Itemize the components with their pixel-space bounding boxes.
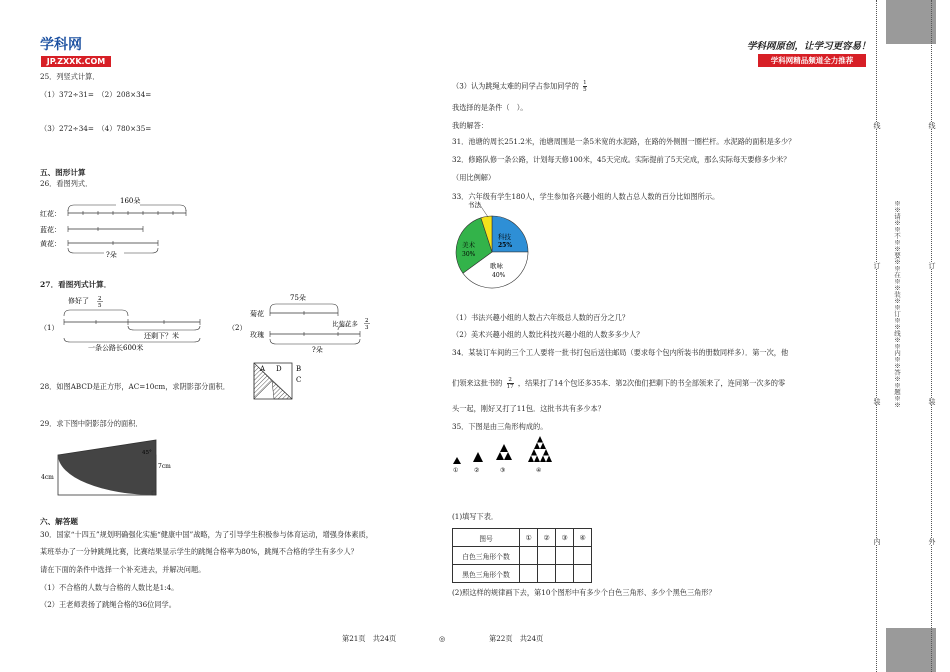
pie-pct-singing: 40%	[492, 272, 506, 279]
q27b-top-label: 75朵	[290, 294, 306, 302]
q25-title: 25．列竖式计算．	[40, 72, 100, 81]
q27b-mei-label: 玫瑰	[250, 331, 264, 339]
q30-cond1: （1）不合格的人数与合格的人数比是1:4。	[40, 583, 179, 592]
table-header-cell: ④	[574, 529, 592, 547]
q25-row1: （1）372÷31= （2）208×34=	[40, 90, 152, 99]
q30-cond3-text: （3）认为跳绳太难的同学占参加同学的	[452, 81, 579, 91]
pie-pct-art: 30%	[462, 251, 476, 258]
q25-row2: （3）272÷34= （4）780×35=	[40, 124, 152, 133]
pie-pct-science: 25%	[498, 242, 513, 249]
q27b-frac-n: 2	[365, 318, 369, 324]
binding-line-outer	[931, 0, 932, 672]
q28-letter-b: B	[296, 365, 302, 373]
q28-letter-a: A	[260, 365, 266, 373]
logo-text: 学科网	[40, 37, 82, 53]
tri-fig-3	[496, 444, 512, 460]
section-6-heading: 六、解答题	[40, 517, 78, 526]
q34-line2a: 们领来这批书的	[452, 378, 503, 388]
q28-figure	[252, 361, 308, 401]
q26-title: 26．看图列式．	[40, 179, 93, 188]
q27b-q-label: ?朵	[312, 346, 323, 354]
q27a-frac-d: 5	[98, 303, 102, 309]
binding-mark-ding-1: 订	[873, 262, 881, 269]
q30-line3: 请在下面的条件中选择一个补充进去，并解决问题。	[40, 565, 206, 574]
binding-mark-zhuang-2: 装	[928, 398, 936, 405]
q35-sub2: (2)照这样的规律画下去，第10个图形中有多少个白色三角形、多少个黑色三角形？	[452, 588, 716, 597]
binding-warning: ※※请※※不※※要※※在※※装※※订※※线※※内※※答※※题※※	[893, 200, 901, 408]
table-cell[interactable]	[556, 547, 574, 565]
q34-line2b: ，结果打了14个包还多35本．第2次他们把剩下的书全部领来了，连同第一次多的零	[517, 378, 786, 388]
binding-grey-top	[886, 0, 936, 44]
q27-diagram-1	[40, 294, 230, 352]
logo	[40, 34, 112, 68]
q34-frac-d: 17	[506, 384, 514, 390]
q26-blue-label: 蓝花：	[40, 226, 61, 234]
q32-text: 32．修路队修一条公路，计划每天修100米，45天完成。实际提前了5天完成，那么实际每天要修多少米？	[452, 155, 791, 164]
q27a-frac-n: 2	[98, 296, 102, 302]
binding-mark-ding-2: 订	[928, 262, 936, 269]
table-row	[453, 547, 592, 565]
q27a-num: （1）	[40, 324, 59, 332]
pie-label-singing: 歌咏	[490, 262, 503, 270]
q35-table	[452, 528, 592, 583]
tri-mark-2: ②	[474, 467, 480, 474]
q34-line1: 34．某装订车间的三个工人要将一批书打包后送往邮局（要求每个包内所装书的册数同样多）．第一次，他	[452, 348, 789, 357]
q29-left-label: 4cm	[41, 474, 54, 481]
table-cell[interactable]	[574, 565, 592, 583]
table-header-row	[453, 529, 592, 547]
footer-page-right: 第22页 共24页	[489, 634, 544, 643]
q28-letter-c: C	[296, 376, 302, 384]
tri-fig-4	[528, 436, 552, 462]
q34-fraction	[507, 377, 514, 390]
footer-page-left: 第21页 共24页	[342, 634, 397, 643]
q29-text: 29．求下图中阴影部分的面积．	[40, 419, 143, 428]
q33-text: 33．六年级有学生180人，学生参加各兴趣小组的人数占总人数的百分比如图所示。	[452, 192, 720, 201]
table-cell[interactable]	[574, 547, 592, 565]
q32-note: （用比例解）	[452, 173, 496, 182]
q30-line2: 某班举办了一分钟跳绳比赛，比赛结果显示学生的跳绳合格率为80%，跳绳不合格的学生有多少人？	[40, 547, 358, 556]
binding-mark-xian-2: 线	[928, 122, 936, 129]
binding-mark-nei: 内	[873, 538, 881, 545]
table-cell[interactable]	[520, 565, 538, 583]
q33-sub1: （1）书法兴趣小组的人数占六年级总人数的百分之几？	[452, 313, 630, 322]
q29-angle-label: 45°	[142, 450, 152, 456]
q31-text: 31．池塘的周长251.2米，池塘周围是一条5米宽的水泥路，在路的外侧围一圈栏杆。水泥路的面积是多少？	[452, 137, 796, 146]
choose-condition: 我选择的是条件（ ）。	[452, 103, 528, 112]
binding-mark-wai: 外	[928, 538, 936, 545]
q27-title: 27．看图列式计算．	[40, 280, 112, 289]
section-5-heading: 五、图形计算	[40, 168, 86, 177]
q30-cond3-frac-d: 5	[583, 87, 587, 93]
q29-right-label: 7cm	[158, 463, 171, 470]
pie-label-calligraphy: 书法	[468, 201, 481, 209]
q29-figure	[40, 438, 180, 500]
table-cell[interactable]	[538, 547, 556, 565]
pie-label-art: 美术	[462, 241, 475, 249]
q26-diagram	[40, 196, 200, 258]
logo-url: JP.ZXXK.COM	[41, 56, 111, 67]
q27-diagram-2	[228, 292, 388, 354]
q27a-fixed-label: 修好了	[68, 297, 89, 305]
q34-line2	[452, 377, 785, 390]
table-header-cell: ①	[520, 529, 538, 547]
table-header-cell: ③	[556, 529, 574, 547]
q34-line3: 头一起，刚好又打了11包．这批书共有多少本？	[452, 404, 605, 413]
table-cell[interactable]	[538, 565, 556, 583]
slogan: 学科网原创，让学习更容易！	[747, 41, 871, 52]
q30-cond3-frac-n: 1	[583, 80, 587, 86]
q34-frac-n: 2	[508, 377, 512, 383]
q26-top-label: 160朵	[120, 197, 141, 205]
table-cell[interactable]	[556, 565, 574, 583]
q35-sub1: (1)填写下表．	[452, 512, 499, 521]
table-row	[453, 565, 592, 583]
q27b-cmp-label: 比菊花多	[332, 320, 358, 328]
q27a-left-label: 还剩下？米	[144, 332, 179, 340]
q33-pie-chart	[452, 201, 562, 296]
q30-cond2: （2）王老师表扬了跳绳合格的36位同学。	[40, 600, 176, 609]
q26-red-label: 红花：	[40, 210, 61, 218]
tri-mark-4: ④	[536, 467, 542, 474]
q33-sub2: （2）美术兴趣小组的人数比科技兴趣小组的人数多多少人？	[452, 330, 644, 339]
binding-line-inner	[876, 0, 877, 672]
footer-mark: ◎	[439, 634, 446, 643]
q30-cond3	[452, 80, 587, 93]
binding-grey-bottom	[886, 628, 936, 672]
table-cell: 白色三角形个数	[453, 547, 520, 565]
table-header-cell: ②	[538, 529, 556, 547]
table-header-cell: 图号	[453, 529, 520, 547]
tri-mark-3: ③	[500, 467, 506, 474]
binding-mark-xian-1: 线	[873, 122, 881, 129]
pie-label-science: 科技	[498, 233, 511, 241]
table-cell[interactable]	[520, 547, 538, 565]
q27b-num: （2）	[228, 324, 247, 332]
q28-letter-d: D	[276, 365, 282, 373]
binding-mark-zhuang-1: 装	[873, 398, 881, 405]
q26-bottom-label: ?朵	[106, 251, 117, 259]
tri-fig-2	[473, 452, 483, 462]
q27a-total-label: 一条公路长600米	[88, 344, 144, 352]
q27b-frac-d: 3	[365, 325, 369, 331]
q30-cond3-fraction	[583, 80, 587, 93]
table-cell: 黑色三角形个数	[453, 565, 520, 583]
my-answer-label: 我的解答：	[452, 121, 488, 130]
q28-text: 28．如图ABCD是正方形，AC=10cm，求阴影部分面积．	[40, 382, 230, 391]
q35-text: 35．下图是由三角形构成的。	[452, 422, 548, 431]
q26-yellow-label: 黄花：	[40, 240, 61, 248]
q35-triangles	[452, 436, 562, 476]
q27b-ju-label: 菊花	[250, 310, 264, 318]
tri-mark-1: ①	[453, 467, 459, 474]
q30-line1: 30．国家“十四五”规划明确强化实施“健康中国”战略，为了引导学生积极参与体育运动，增强身体素质，	[40, 530, 373, 539]
promo-banner: 学科网精品频道全力推荐	[758, 54, 866, 67]
